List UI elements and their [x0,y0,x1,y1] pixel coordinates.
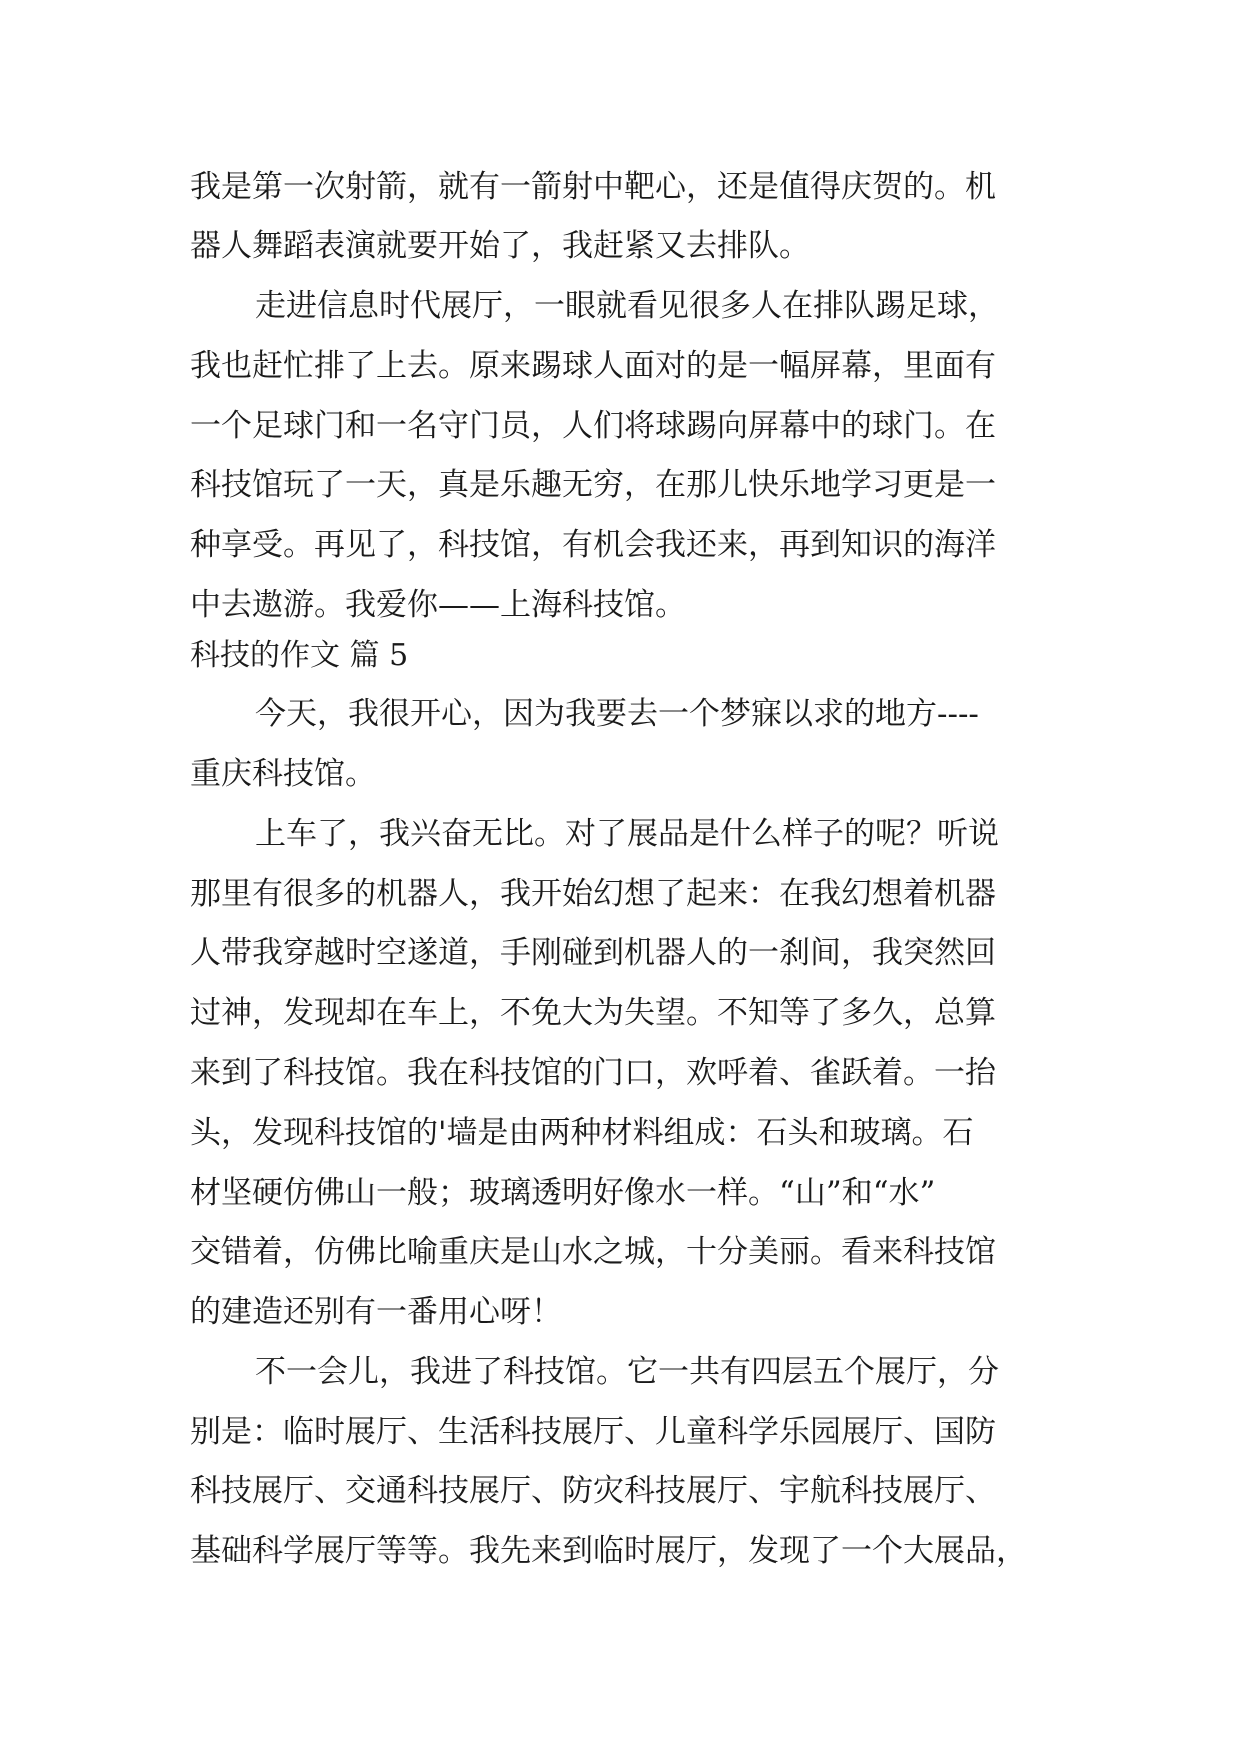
text-line: 头，发现科技馆的'墙是由两种材料组成：石头和玻璃。石 [190,1115,974,1151]
text-line: 器人舞蹈表演就要开始了，我赶紧又去排队。 [190,228,810,264]
text-line: 材坚硬仿佛山一般；玻璃透明好像水一样。“山”和“水” [190,1175,936,1211]
text-line: 我也赶忙排了上去。原来踢球人面对的是一幅屏幕，里面有 [190,348,996,384]
text-line: 科技馆玩了一天，真是乐趣无穷，在那儿快乐地学习更是一 [190,467,996,503]
text-line: 种享受。再见了，科技馆，有机会我还来，再到知识的海洋 [190,527,996,563]
text-line: 的建造还别有一番用心呀！ [190,1294,562,1330]
text-line: 那里有很多的机器人，我开始幻想了起来：在我幻想着机器 [190,876,996,912]
text-line: 科技展厅、交通科技展厅、防灾科技展厅、宇航科技展厅、 [190,1473,996,1509]
paragraph-start: 今天，我很开心，因为我要去一个梦寐以求的地方---- [255,696,979,732]
text-line: 基础科学展厅等等。我先来到临时展厅，发现了一个大展品， [190,1533,1027,1569]
text-line: 我是第一次射箭，就有一箭射中靶心，还是值得庆贺的。机 [190,169,996,205]
paragraph-start: 走进信息时代展厅，一眼就看见很多人在排队踢足球， [255,288,999,324]
section-heading: 科技的作文 篇 5 [190,638,409,673]
text-line: 中去遨游。我爱你——上海科技馆。 [190,587,686,623]
text-line: 人带我穿越时空遂道，手刚碰到机器人的一刹间，我突然回 [190,935,996,971]
paragraph-start: 不一会儿，我进了科技馆。它一共有四层五个展厅，分 [255,1354,999,1390]
text-line: 交错着，仿佛比喻重庆是山水之城，十分美丽。看来科技馆 [190,1234,996,1270]
text-line: 过神，发现却在车上，不免大为失望。不知等了多久，总算 [190,995,996,1031]
text-line: 别是：临时展厅、生活科技展厅、儿童科学乐园展厅、国防 [190,1414,996,1450]
text-line: 一个足球门和一名守门员，人们将球踢向屏幕中的球门。在 [190,408,996,444]
paragraph-start: 上车了，我兴奋无比。对了展品是什么样子的呢？听说 [255,816,999,852]
text-line: 重庆科技馆。 [190,756,376,792]
text-line: 来到了科技馆。我在科技馆的门口，欢呼着、雀跃着。一抬 [190,1055,996,1091]
